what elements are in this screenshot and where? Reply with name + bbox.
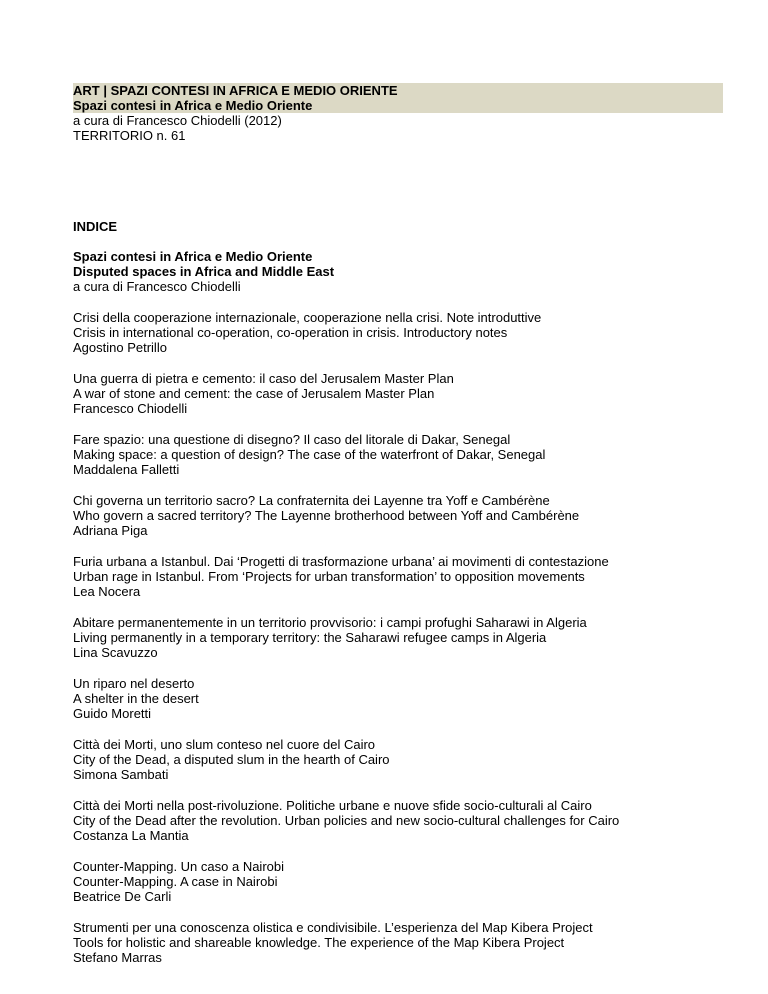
toc-entry [73, 676, 753, 721]
toc-entry [73, 798, 753, 843]
main-title-en: Disputed spaces in Africa and Middle East [73, 264, 335, 279]
entry-title-en: City of the Dead after the revolution. Urban policies and new socio-cultural challenges for Cairo [73, 813, 620, 828]
entry-title-it: Chi governa un territorio sacro? La confraternita dei Layenne tra Yoff e Cambérène [73, 493, 550, 508]
entry-author: Adriana Piga [73, 523, 148, 538]
toc-entry [73, 859, 753, 904]
toc-entry [73, 310, 753, 355]
toc-main-entry [73, 249, 753, 294]
entry-author: Agostino Petrillo [73, 340, 167, 355]
article-title: Spazi contesi in Africa e Medio Oriente [73, 98, 723, 113]
main-title-it: Spazi contesi in Africa e Medio Oriente [73, 249, 313, 264]
entry-title-it: Fare spazio: una questione di disegno? Il caso del litorale di Dakar, Senegal [73, 432, 511, 447]
toc-entry [73, 493, 753, 538]
toc-entry [73, 554, 753, 599]
entry-title-en: A shelter in the desert [73, 691, 199, 706]
entry-title-it: Crisi della cooperazione internazionale, cooperazione nella crisi. Note introduttive [73, 310, 542, 325]
entry-author: Simona Sambati [73, 767, 169, 782]
toc-entry [73, 371, 753, 416]
toc-entry [73, 737, 753, 782]
entry-author: Stefano Marras [73, 950, 162, 965]
toc-entry [73, 920, 753, 965]
entry-author: Guido Moretti [73, 706, 152, 721]
entry-author: Beatrice De Carli [73, 889, 172, 904]
entry-title-en: Crisis in international co-operation, co-operation in crisis. Introductory notes [73, 325, 508, 340]
document-header [73, 83, 723, 143]
entry-author: Lea Nocera [73, 584, 141, 599]
article-section-title: ART | SPAZI CONTESI IN AFRICA E MEDIO ORIENTE [73, 83, 723, 98]
entry-title-en: Making space: a question of design? The case of the waterfront of Dakar, Senegal [73, 447, 546, 462]
main-editor: a cura di Francesco Chiodelli [73, 279, 241, 294]
entry-author: Maddalena Falletti [73, 462, 180, 477]
entry-title-en: City of the Dead, a disputed slum in the hearth of Cairo [73, 752, 390, 767]
entry-author: Francesco Chiodelli [73, 401, 188, 416]
article-editor: a cura di Francesco Chiodelli (2012) [73, 113, 282, 128]
entry-title-it: Furia urbana a Istanbul. Dai ‘Progetti di trasformazione urbana’ ai movimenti di contestazione [73, 554, 609, 569]
entry-title-en: Who govern a sacred territory? The Layenne brotherhood between Yoff and Cambérène [73, 508, 580, 523]
entry-title-en: Tools for holistic and shareable knowledge. The experience of the Map Kibera Project [73, 935, 565, 950]
toc-entry [73, 615, 753, 660]
table-of-contents [73, 249, 753, 981]
entry-title-it: Città dei Morti, uno slum conteso nel cuore del Cairo [73, 737, 376, 752]
entry-title-it: Un riparo nel deserto [73, 676, 195, 691]
entry-title-it: Una guerra di pietra e cemento: il caso del Jerusalem Master Plan [73, 371, 454, 386]
entry-title-en: A war of stone and cement: the case of Jerusalem Master Plan [73, 386, 435, 401]
entry-title-en: Living permanently in a temporary territory: the Saharawi refugee camps in Algeria [73, 630, 547, 645]
entry-author: Lina Scavuzzo [73, 645, 158, 660]
journal-issue: TERRITORIO n. 61 [73, 128, 186, 143]
entry-title-it: Città dei Morti nella post-rivoluzione. Politiche urbane e nuove sfide socio-culturali al Cairo [73, 798, 592, 813]
entry-title-it: Counter-Mapping. Un caso a Nairobi [73, 859, 284, 874]
entry-title-it: Abitare permanentemente in un territorio provvisorio: i campi profughi Saharawi in Algeria [73, 615, 587, 630]
entry-title-en: Urban rage in Istanbul. From ‘Projects for urban transformation’ to opposition movements [73, 569, 585, 584]
toc-entry [73, 432, 753, 477]
entry-title-en: Counter-Mapping. A case in Nairobi [73, 874, 278, 889]
index-heading: INDICE [73, 219, 118, 234]
entry-title-it: Strumenti per una conoscenza olistica e condivisibile. L’esperienza del Map Kibera Project [73, 920, 593, 935]
entry-author: Costanza La Mantia [73, 828, 189, 843]
